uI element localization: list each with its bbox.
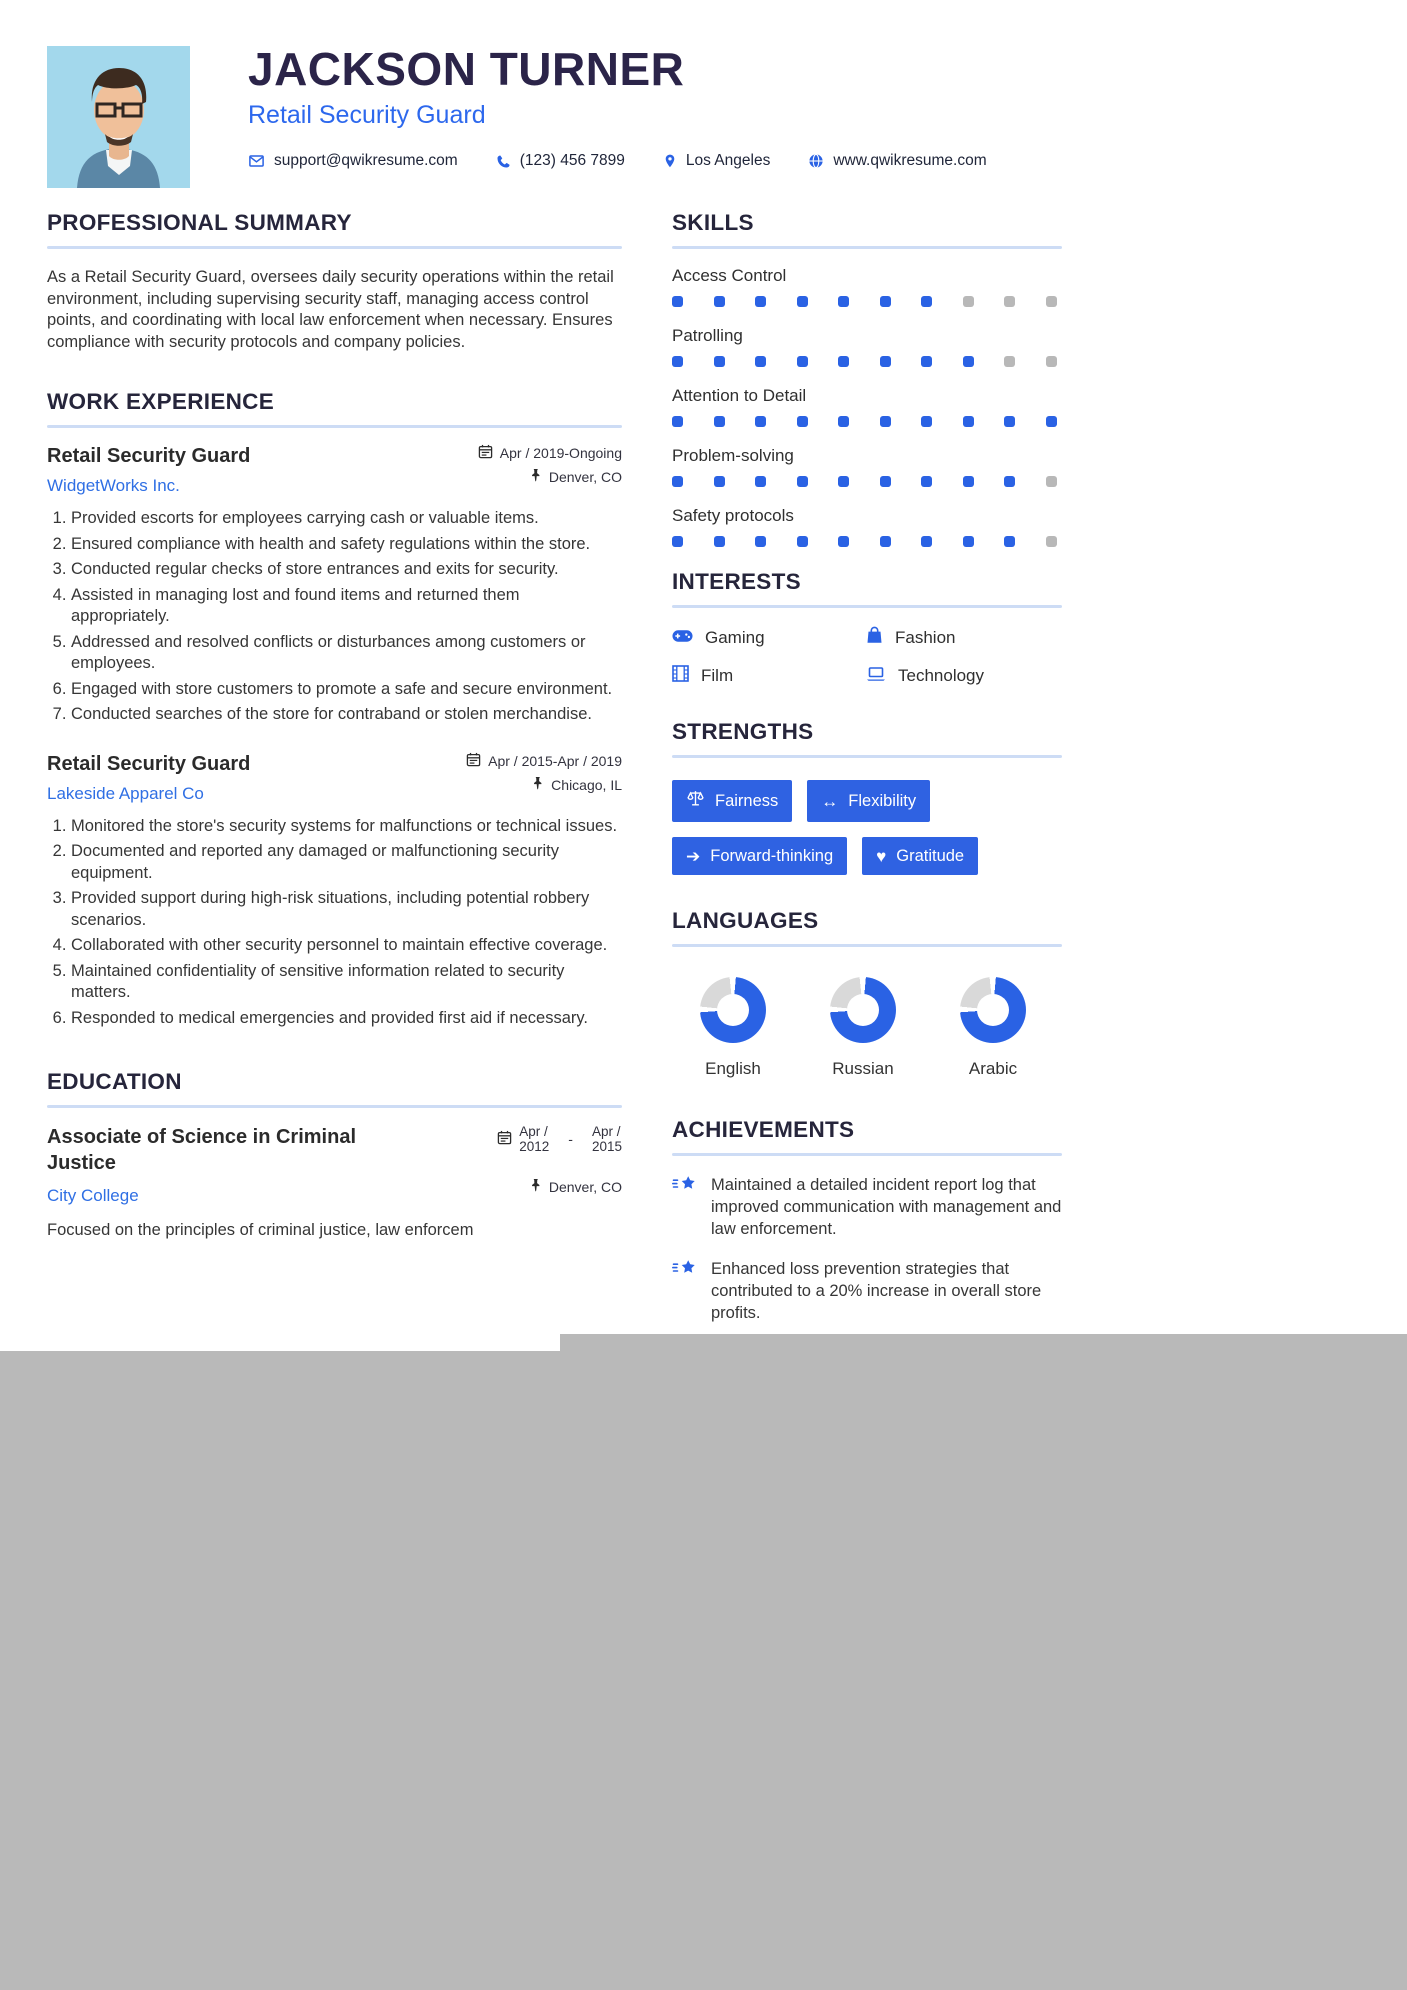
degree-title: Associate of Science in Criminal Justice <box>47 1126 356 1174</box>
skill-dot <box>963 416 974 427</box>
duty-item: 4. Assisted in managing lost and found items and returned them appropriately. <box>71 585 622 628</box>
skill-dot <box>797 416 808 427</box>
skill-entry <box>672 265 1062 307</box>
language-label: English <box>705 1059 761 1078</box>
achievement-item <box>672 1258 1062 1324</box>
job-dates: Apr / 2019-Ongoing <box>499 445 622 461</box>
skill-dot <box>714 416 725 427</box>
experience-heading: WORK EXPERIENCE <box>47 389 275 414</box>
job-entry <box>47 752 622 1030</box>
pushpin-icon <box>531 776 544 794</box>
skill-dot <box>838 296 849 307</box>
phone-icon <box>496 154 511 169</box>
skill-dot <box>672 476 683 487</box>
skill-dot <box>755 476 766 487</box>
language-item <box>678 977 788 1079</box>
skill-rating <box>672 476 1057 487</box>
strengths-heading: STRENGTHS <box>672 719 814 744</box>
globe-icon <box>808 153 824 169</box>
skill-entry <box>672 385 1062 427</box>
skill-dot <box>921 476 932 487</box>
education-description: Focused on the principles of criminal justice, law enforcem <box>47 1221 474 1239</box>
skill-dot <box>880 296 891 307</box>
shopping-bag-icon <box>866 626 883 649</box>
strength-badge-flexibility[interactable] <box>807 780 930 822</box>
achievements-heading: ACHIEVEMENTS <box>672 1117 855 1142</box>
duty-item: 6. Responded to medical emergencies and provided first aid if necessary. <box>71 1008 622 1030</box>
strengths-list <box>672 780 1062 875</box>
skills-heading: SKILLS <box>672 210 754 235</box>
calendar-icon <box>497 1130 512 1148</box>
job-entry <box>47 444 622 726</box>
contact-email[interactable] <box>248 152 458 170</box>
skill-dot <box>1046 476 1057 487</box>
skill-dot <box>838 356 849 367</box>
date-separator: - <box>568 1131 573 1147</box>
skill-dot <box>1046 536 1057 547</box>
calendar-icon <box>478 444 493 462</box>
skill-dot <box>921 416 932 427</box>
skill-label: Safety protocols <box>672 506 794 525</box>
interest-item <box>672 626 866 649</box>
film-icon <box>672 665 689 687</box>
job-duties-list <box>47 816 622 1030</box>
summary-text: As a Retail Security Guard, oversees daily security operations within the retail environment, including supervising security staff, managing access control points, and coordinating with local law enforcement when necessary. Ensures compliance with security protocols and company policies. <box>47 268 614 351</box>
skill-rating <box>672 536 1057 547</box>
section-divider <box>672 246 1062 249</box>
skill-dot <box>755 536 766 547</box>
skill-dot <box>672 416 683 427</box>
summary-heading: PROFESSIONAL SUMMARY <box>47 210 352 235</box>
skill-dot <box>755 356 766 367</box>
interest-item <box>866 626 1062 649</box>
skill-dot <box>672 536 683 547</box>
interest-label: Gaming <box>705 627 765 647</box>
job-title: Retail Security Guard <box>47 445 251 467</box>
achievement-text: Maintained a detailed incident report log that improved communication with management and law enforcement. <box>711 1176 1062 1238</box>
duty-item: 1. Provided escorts for employees carrying cash or valuable items. <box>71 508 622 530</box>
footer-gray-step <box>560 1334 1407 1352</box>
skill-dot <box>1046 416 1057 427</box>
skill-label: Attention to Detail <box>672 386 807 405</box>
skill-dot <box>797 536 808 547</box>
skill-dot <box>1004 356 1015 367</box>
interest-label: Technology <box>898 666 985 685</box>
profile-photo <box>47 46 190 188</box>
duty-item: 5. Addressed and resolved conflicts or disturbances among customers or employees. <box>71 632 622 675</box>
duty-item: 6. Engaged with store customers to promote a safe and secure environment. <box>71 679 622 701</box>
duty-item: 5. Maintained confidentiality of sensitive information related to security matters. <box>71 961 622 1004</box>
language-item <box>808 977 918 1079</box>
section-divider <box>47 246 622 249</box>
strength-label: Fairness <box>715 792 779 810</box>
skill-dot <box>880 356 891 367</box>
strength-badge-fairness[interactable] <box>672 780 792 822</box>
section-divider <box>47 1105 622 1108</box>
footer-gray-block <box>0 1351 1407 1990</box>
language-donut-chart <box>960 977 1026 1043</box>
duty-item: 1. Monitored the store's security systems for malfunctions or technical issues. <box>71 816 622 838</box>
section-divider <box>672 755 1062 758</box>
laptop-icon <box>866 666 886 687</box>
skill-dot <box>963 536 974 547</box>
skill-label: Patrolling <box>672 326 743 345</box>
skill-dot <box>755 296 766 307</box>
skill-dot <box>714 536 725 547</box>
contact-phone[interactable] <box>496 152 625 170</box>
duty-item: 3. Conducted regular checks of store entrances and exits for security. <box>71 559 622 581</box>
education-date-from: Apr / 2012 <box>519 1124 550 1154</box>
interest-label: Fashion <box>895 627 956 647</box>
duty-item: 2. Ensured compliance with health and safety regulations within the store. <box>71 534 622 556</box>
envelope-icon <box>248 153 265 169</box>
duty-item: 3. Provided support during high-risk situations, including potential robbery scenarios. <box>71 888 622 931</box>
skill-dot <box>921 356 932 367</box>
interests-heading: INTERESTS <box>672 569 801 594</box>
company-link[interactable]: WidgetWorks Inc. <box>47 476 180 495</box>
education-date-to: Apr / 2015 <box>591 1124 622 1154</box>
location-pin-icon <box>663 153 677 170</box>
skill-label: Access Control <box>672 266 787 285</box>
skill-dot <box>963 476 974 487</box>
language-donut-chart <box>700 977 766 1043</box>
job-dates: Apr / 2015-Apr / 2019 <box>488 752 622 769</box>
skill-dot <box>880 476 891 487</box>
skill-dot <box>797 296 808 307</box>
school-link[interactable]: City College <box>47 1186 139 1205</box>
person-name: JACKSON TURNER <box>248 43 685 95</box>
skill-entry <box>672 445 1062 487</box>
language-label: Russian <box>832 1059 894 1078</box>
contact-email-text: support@qwikresume.com <box>274 152 458 169</box>
skill-label: Problem-solving <box>672 446 794 465</box>
language-item <box>938 977 1048 1079</box>
interests-grid <box>672 626 1062 687</box>
strength-badge-forward-thinking[interactable] <box>672 837 847 875</box>
skill-dot <box>714 476 725 487</box>
duty-item: 2. Documented and reported any damaged or malfunctioning security equipment. <box>71 841 622 884</box>
interest-label: Film <box>701 666 734 685</box>
job-duties-list <box>47 508 622 726</box>
contact-location[interactable] <box>663 152 770 170</box>
contact-location-text: Los Angeles <box>685 152 771 169</box>
skill-dot <box>838 476 849 487</box>
company-link[interactable]: Lakeside Apparel Co <box>47 783 204 803</box>
shooting-star-icon <box>672 1258 698 1324</box>
pushpin-icon <box>529 468 542 486</box>
interest-item <box>672 665 866 687</box>
skill-dot <box>672 296 683 307</box>
heart-icon: ♥ <box>876 846 887 866</box>
contact-row <box>248 152 1348 170</box>
skill-dot <box>1046 356 1057 367</box>
skill-dot <box>838 536 849 547</box>
skill-dot <box>797 476 808 487</box>
left-right-arrow-icon: ↔ <box>821 791 839 811</box>
calendar-icon <box>466 752 481 770</box>
skill-dot <box>880 536 891 547</box>
skill-dot <box>963 296 974 307</box>
skill-dot <box>672 356 683 367</box>
person-job-title: Retail Security Guard <box>248 101 486 129</box>
strength-label: Gratitude <box>896 847 965 865</box>
right-arrow-icon: ➔ <box>686 846 701 866</box>
skill-dot <box>714 356 725 367</box>
skill-dot <box>921 536 932 547</box>
skill-dot <box>963 356 974 367</box>
interest-item <box>866 665 1062 687</box>
language-donut-chart <box>830 977 896 1043</box>
portrait-illustration <box>47 46 190 188</box>
achievement-item <box>672 1174 1062 1240</box>
skill-rating <box>672 296 1057 307</box>
section-divider <box>47 425 622 428</box>
section-divider <box>672 944 1062 947</box>
duty-item: 7. Conducted searches of the store for contraband or stolen merchandise. <box>71 704 622 726</box>
job-location: Denver, CO <box>548 469 622 485</box>
languages-heading: LANGUAGES <box>672 908 819 933</box>
skill-dot <box>1046 296 1057 307</box>
strength-badge-gratitude[interactable] <box>862 837 978 875</box>
education-location: Denver, CO <box>548 1179 622 1195</box>
section-divider <box>672 1153 1062 1156</box>
contact-website[interactable] <box>808 152 986 170</box>
achievement-text: Enhanced loss prevention strategies that contributed to a 20% increase in overall store profits. <box>711 1260 1042 1322</box>
skill-rating <box>672 416 1057 427</box>
contact-phone-text: (123) 456 7899 <box>519 152 625 169</box>
skill-dot <box>1004 416 1015 427</box>
job-location: Chicago, IL <box>551 776 622 793</box>
job-title: Retail Security Guard <box>47 752 251 775</box>
skill-entry <box>672 505 1062 547</box>
skill-dot <box>1004 296 1015 307</box>
education-heading: EDUCATION <box>47 1069 182 1094</box>
strength-label: Forward-thinking <box>710 847 834 865</box>
skill-dot <box>714 296 725 307</box>
skill-dot <box>921 296 932 307</box>
skill-entry <box>672 325 1062 367</box>
skill-dot <box>755 416 766 427</box>
gamepad-icon <box>672 628 693 648</box>
skill-dot <box>1004 476 1015 487</box>
skill-dot <box>880 416 891 427</box>
language-label: Arabic <box>968 1059 1018 1078</box>
education-entry <box>47 1124 622 1242</box>
contact-website-text: www.qwikresume.com <box>833 152 987 169</box>
languages-row <box>672 977 1054 1079</box>
duty-item: 4. Collaborated with other security personnel to maintain effective coverage. <box>71 935 622 957</box>
skill-rating <box>672 356 1057 367</box>
pushpin-icon <box>529 1178 542 1196</box>
section-divider <box>672 605 1062 608</box>
skill-dot <box>1004 536 1015 547</box>
skill-dot <box>797 356 808 367</box>
shooting-star-icon <box>672 1174 698 1240</box>
scales-icon <box>686 789 705 813</box>
skill-dot <box>838 416 849 427</box>
strength-label: Flexibility <box>848 792 917 810</box>
